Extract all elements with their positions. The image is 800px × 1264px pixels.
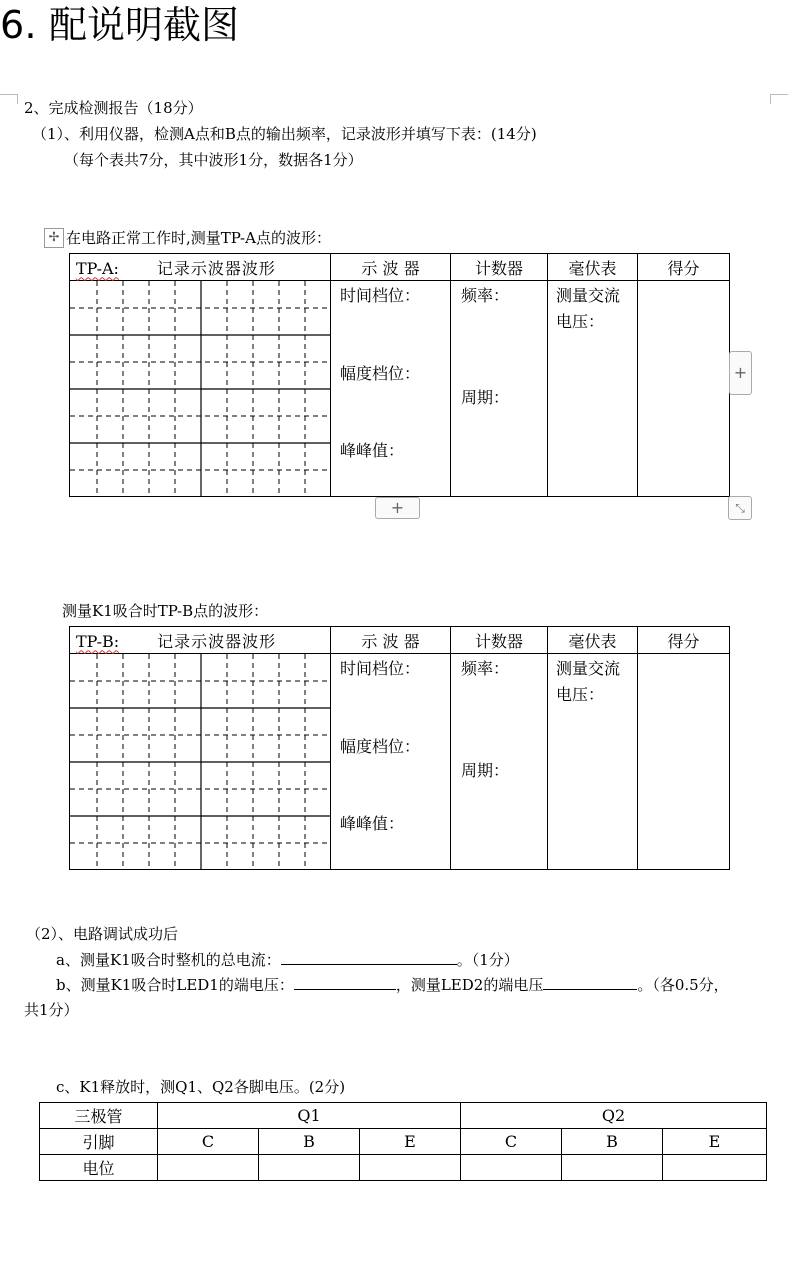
table-a-scope-header: 示 波 器 bbox=[331, 254, 451, 281]
potential-q2-c[interactable] bbox=[461, 1155, 562, 1181]
waveform-table-b bbox=[69, 626, 730, 870]
table-a-tp-label: TP-A: bbox=[76, 258, 119, 278]
table-b-scope-cell[interactable] bbox=[331, 654, 451, 870]
pin-q2-c: C bbox=[461, 1129, 562, 1155]
table-b-oscilloscope-grid bbox=[70, 654, 331, 869]
table-b-wave-header bbox=[70, 627, 331, 654]
table-b-frequency-label: 频率： bbox=[461, 659, 510, 678]
section-title: 2、完成检测报告（18分） bbox=[24, 99, 203, 117]
table-b-scope-header: 示 波 器 bbox=[331, 627, 451, 654]
potential-q1-e[interactable] bbox=[360, 1155, 461, 1181]
pin-q1-e: E bbox=[360, 1129, 461, 1155]
table-b-period-label: 周期： bbox=[461, 761, 510, 780]
table-a-scope-cell[interactable] bbox=[331, 281, 451, 497]
table-b-counter-header: 计数器 bbox=[451, 627, 548, 654]
add-column-button[interactable]: + bbox=[729, 351, 752, 395]
add-row-button[interactable]: + bbox=[375, 497, 420, 519]
table-a-counter-cell[interactable] bbox=[451, 281, 548, 497]
table-a-period-label: 周期： bbox=[461, 388, 510, 407]
table-b-mv-label-1: 测量交流 bbox=[556, 659, 621, 678]
potential-q1-b[interactable] bbox=[259, 1155, 360, 1181]
pin-q1-b: B bbox=[259, 1129, 360, 1155]
part2-title: （2）、电路调试成功后 bbox=[26, 925, 179, 943]
table-a-wave-header bbox=[70, 254, 331, 281]
table-a-score-cell[interactable] bbox=[638, 281, 730, 497]
part2-b-tail: 共1分） bbox=[24, 1001, 79, 1019]
table-b-time-label: 时间档位： bbox=[340, 659, 421, 678]
table-b-mv-header: 毫伏表 bbox=[548, 627, 638, 654]
page-corner-mark-right bbox=[770, 94, 788, 95]
table-a-frequency-label: 频率： bbox=[461, 286, 510, 305]
table-b-tp-label: TP-B: bbox=[76, 631, 120, 651]
table-a-amplitude-label: 幅度档位： bbox=[340, 364, 421, 383]
part2-a-suffix: 。（1分） bbox=[456, 951, 519, 969]
led1-voltage-blank[interactable] bbox=[294, 973, 396, 990]
table-a-oscilloscope-grid bbox=[70, 281, 331, 496]
table-b-amplitude-label: 幅度档位： bbox=[340, 737, 421, 756]
transistor-voltage-table bbox=[39, 1102, 767, 1181]
table-a-mv-label-1: 测量交流 bbox=[556, 286, 621, 305]
table-b-peak-label: 峰峰值： bbox=[340, 814, 405, 833]
part2-line-b bbox=[56, 973, 729, 996]
table-b-counter-cell[interactable] bbox=[451, 654, 548, 870]
pin-q2-b: B bbox=[562, 1129, 663, 1155]
waveform-table-a bbox=[69, 253, 730, 497]
table-a-mv-label-2: 电压： bbox=[556, 312, 605, 331]
part2-line-a bbox=[56, 948, 519, 971]
table-a-caption: 在电路正常工作时,测量TP-A点的波形： bbox=[66, 229, 331, 247]
part2-line-c: c、K1释放时，测Q1、Q2各脚电压。(2分) bbox=[56, 1078, 346, 1096]
part1-instruction: （1）、利用仪器，检测A点和B点的输出频率，记录波形并填写下表：(14分) bbox=[32, 125, 537, 143]
table-b-mv-cell[interactable] bbox=[548, 654, 638, 870]
page-corner-mark-right-v bbox=[770, 94, 771, 104]
row-header-transistor: 三极管 bbox=[40, 1103, 158, 1129]
table-b-mv-label-2: 电压： bbox=[556, 685, 605, 704]
part2-a-prefix: a、测量K1吸合时整机的总电流： bbox=[56, 951, 281, 969]
part2-b-prefix: b、测量K1吸合时LED1的端电压： bbox=[56, 976, 294, 994]
part2-b-middle: ，测量LED2的端电压 bbox=[395, 976, 544, 994]
q2-header: Q2 bbox=[461, 1103, 767, 1129]
potential-q2-e[interactable] bbox=[663, 1155, 767, 1181]
row-header-potential: 电位 bbox=[40, 1155, 158, 1181]
pin-q1-c: C bbox=[158, 1129, 259, 1155]
table-a-score-header: 得分 bbox=[638, 254, 730, 281]
table-a-mv-header: 毫伏表 bbox=[548, 254, 638, 281]
table-b-wave-grid-cell[interactable] bbox=[70, 654, 331, 870]
q1-header: Q1 bbox=[158, 1103, 461, 1129]
table-b-score-cell[interactable] bbox=[638, 654, 730, 870]
row-header-pin: 引脚 bbox=[40, 1129, 158, 1155]
table-resize-handle[interactable]: ⤡ bbox=[728, 496, 752, 520]
table-a-time-label: 时间档位： bbox=[340, 286, 421, 305]
pin-q2-e: E bbox=[663, 1129, 767, 1155]
table-a-counter-header: 计数器 bbox=[451, 254, 548, 281]
potential-q1-c[interactable] bbox=[158, 1155, 259, 1181]
table-move-handle[interactable]: ✢ bbox=[44, 228, 64, 248]
part2-b-suffix: 。（各0.5分， bbox=[637, 976, 729, 994]
total-current-blank[interactable] bbox=[281, 948, 457, 965]
page-heading: 6․ 配说明截图 bbox=[0, 3, 239, 47]
page-corner-mark-left bbox=[0, 94, 18, 95]
led2-voltage-blank[interactable] bbox=[543, 973, 637, 990]
table-a-mv-cell[interactable] bbox=[548, 281, 638, 497]
table-a-peak-label: 峰峰值： bbox=[340, 441, 405, 460]
part1-score-note: （每个表共7分，其中波形1分，数据各1分） bbox=[64, 151, 363, 169]
table-b-wave-title: 记录示波器波形 bbox=[157, 631, 277, 651]
table-a-wave-title: 记录示波器波形 bbox=[156, 258, 276, 278]
table-b-caption: 测量K1吸合时TP-B点的波形： bbox=[62, 602, 269, 620]
page-corner-mark-left-v bbox=[17, 94, 18, 104]
table-b-score-header: 得分 bbox=[638, 627, 730, 654]
potential-q2-b[interactable] bbox=[562, 1155, 663, 1181]
table-a-wave-grid-cell[interactable] bbox=[70, 281, 331, 497]
